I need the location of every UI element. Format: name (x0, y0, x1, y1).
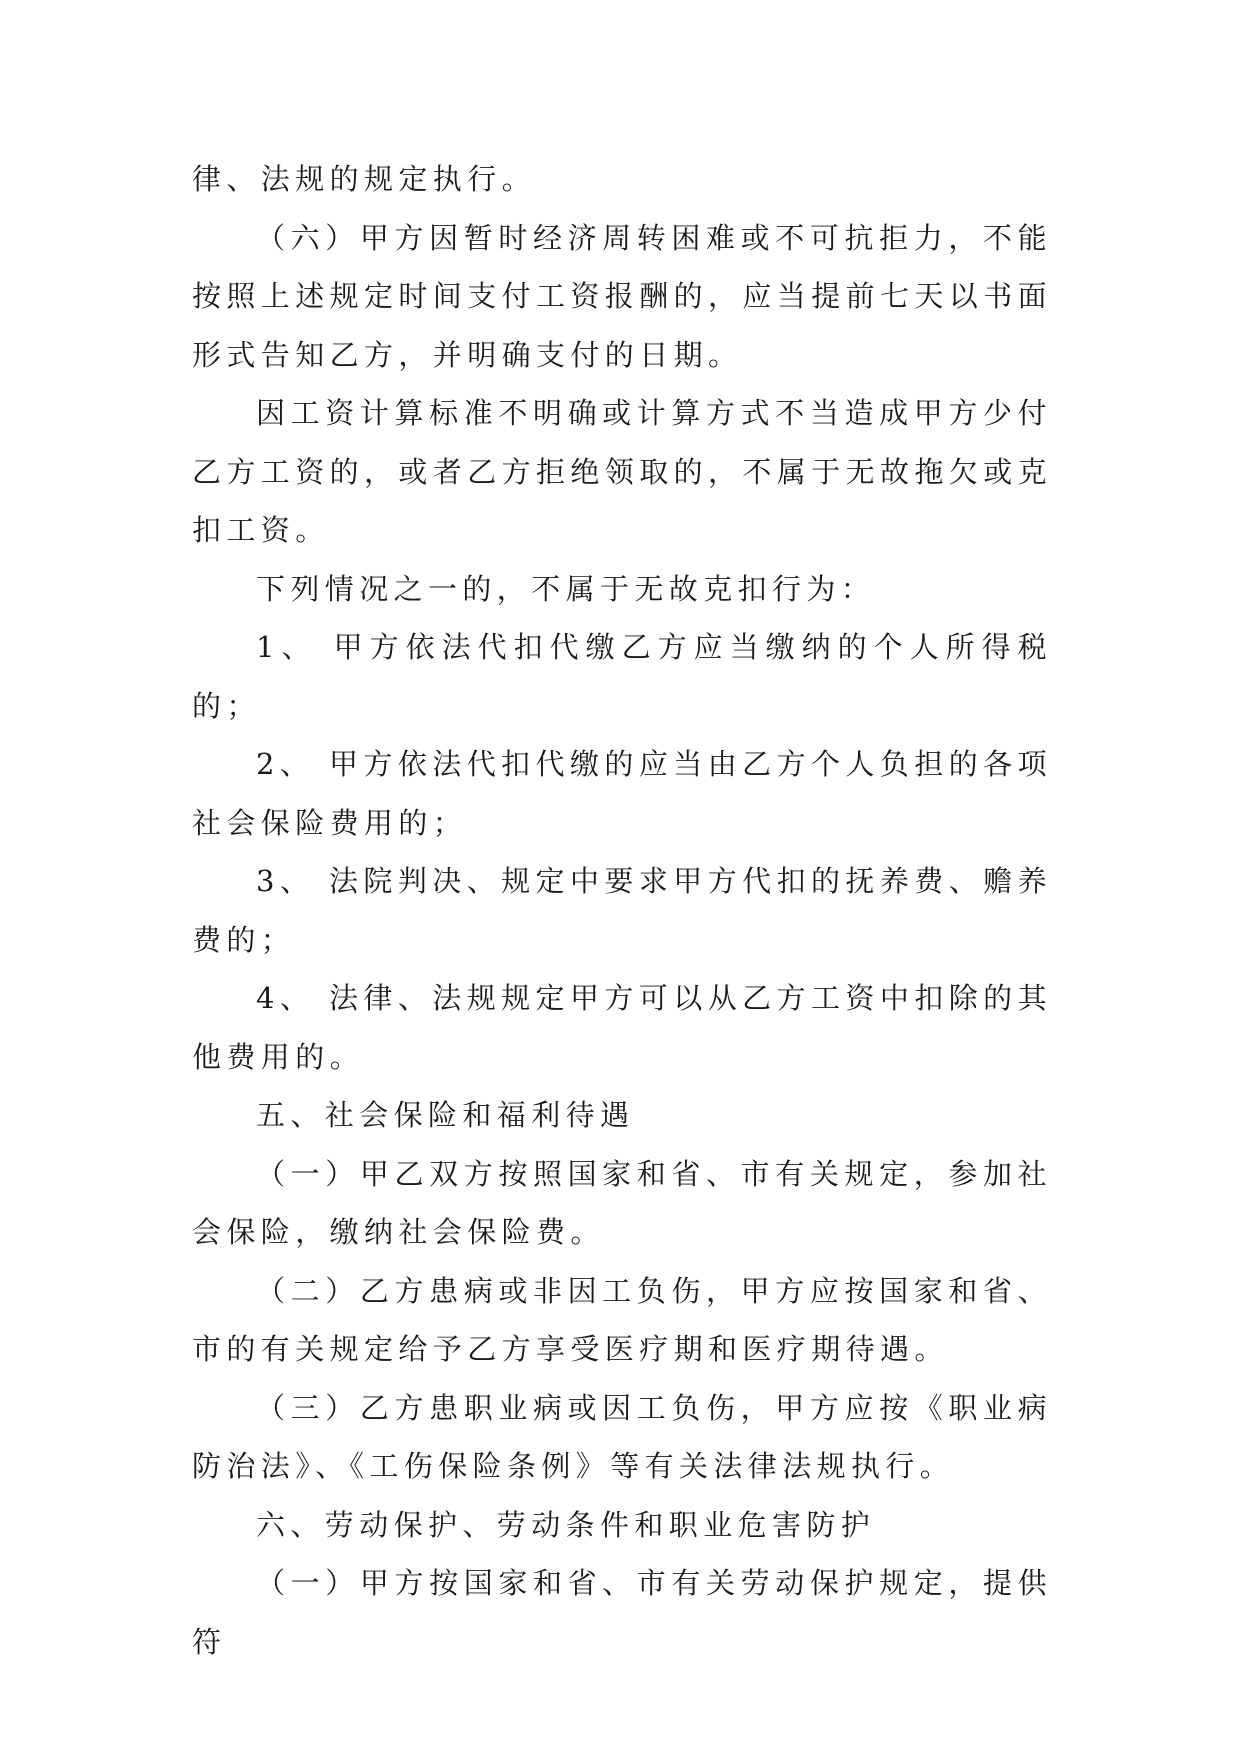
section-heading-6: 六、劳动保护、劳动条件和职业危害防护 (256, 1507, 876, 1542)
list-item-4: 4、 法律、法规规定甲方可以从乙方工资中扣除的其他费用的。 (192, 981, 1052, 1074)
list-item-1: 1、 甲方依法代扣代缴乙方应当缴纳的个人所得税的； (192, 630, 1052, 723)
paragraph-social-insurance-2: （二）乙方患病或非因工负伤，甲方应按国家和省、市的有关规定给予乙方享受医疗期和医疗期待遇。 (192, 1273, 1052, 1366)
list-item-2: 2、 甲方依法代扣代缴的应当由乙方个人负担的各项社会保险费用的； (192, 747, 1052, 840)
paragraph-labor-protection-1: （一）甲方按国家和省、市有关劳动保护规定，提供符 (192, 1566, 1052, 1659)
document-body (192, 150, 1052, 1671)
paragraph-clause-6: （六）甲方因暂时经济周转困难或不可抗拒力，不能按照上述规定时间支付工资报酬的，应当提前七天以书面形式告知乙方，并明确支付的日期。 (192, 220, 1053, 372)
list-item-3: 3、 法院判决、规定中要求甲方代扣的抚养费、赡养费的； (192, 864, 1052, 957)
paragraph-social-insurance-3: （三）乙方患职业病或因工负伤，甲方应按《职业病防治法》、《工伤保险条例》等有关法律法规执行。 (192, 1390, 1052, 1483)
section-heading-5: 五、社会保险和福利待遇 (256, 1098, 635, 1132)
paragraph-continuation: 律、法规的规定执行。 (192, 162, 537, 196)
paragraph-deduction-intro: 下列情况之一的，不属于无故克扣行为： (256, 571, 876, 606)
paragraph-social-insurance-1: （一）甲乙双方按照国家和省、市有关规定，参加社会保险，缴纳社会保险费。 (192, 1156, 1052, 1249)
paragraph-wage-standard: 因工资计算标准不明确或计算方式不当造成甲方少付乙方工资的，或者乙方拒绝领取的，不属于无故拖欠或克扣工资。 (192, 396, 1053, 547)
